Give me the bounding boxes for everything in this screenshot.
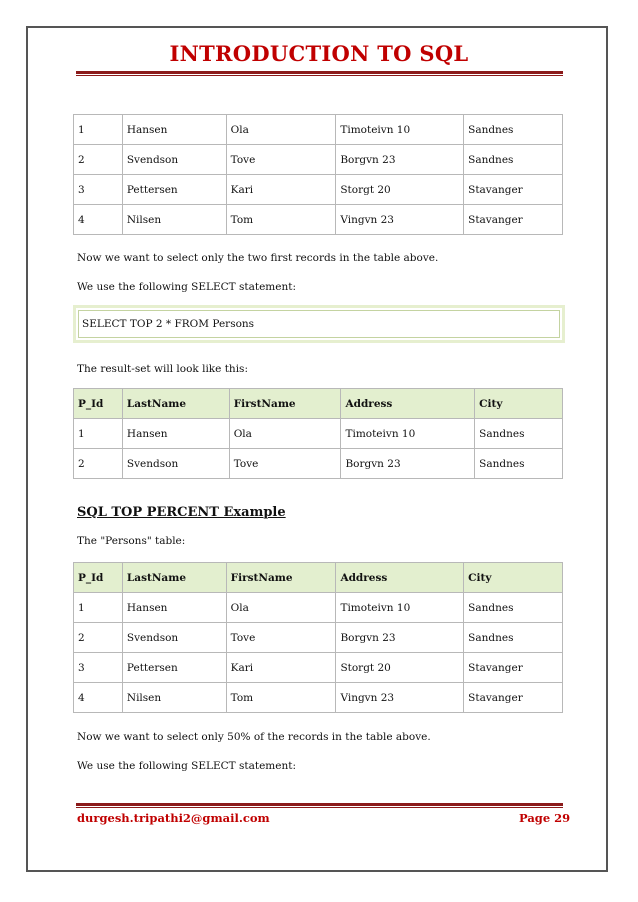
header-rule-thin bbox=[76, 75, 563, 76]
table-cell: Sandnes bbox=[464, 115, 563, 145]
table-cell: Nilsen bbox=[122, 205, 226, 235]
column-header: Address bbox=[341, 389, 475, 419]
table-row bbox=[74, 205, 563, 235]
column-header: FirstName bbox=[229, 389, 341, 419]
table-cell: 2 bbox=[74, 145, 123, 175]
table-cell: Kari bbox=[226, 653, 336, 683]
table-cell: 2 bbox=[74, 623, 123, 653]
paragraph: The result-set will look like this: bbox=[77, 363, 248, 375]
table-cell: Hansen bbox=[122, 419, 229, 449]
table-cell: Borgvn 23 bbox=[341, 449, 475, 479]
table-cell: Tom bbox=[226, 205, 336, 235]
table-header-row bbox=[74, 563, 563, 593]
table-cell: Stavanger bbox=[464, 653, 563, 683]
table-cell: Nilsen bbox=[122, 683, 226, 713]
table-cell: Sandnes bbox=[475, 419, 563, 449]
column-header: FirstName bbox=[226, 563, 336, 593]
table-row bbox=[74, 653, 563, 683]
persons-table-top bbox=[73, 114, 563, 235]
table-cell: 2 bbox=[74, 449, 123, 479]
footer-rule-thin bbox=[76, 807, 563, 808]
table-cell: Tom bbox=[226, 683, 336, 713]
paragraph: We use the following SELECT statement: bbox=[77, 760, 296, 772]
table-cell: Ola bbox=[226, 593, 336, 623]
table-cell: Hansen bbox=[122, 115, 226, 145]
paragraph: The "Persons" table: bbox=[77, 535, 186, 547]
code-block-inner bbox=[78, 310, 560, 338]
section-heading: SQL TOP PERCENT Example bbox=[77, 505, 286, 520]
footer-email: durgesh.tripathi2@gmail.com bbox=[77, 811, 270, 825]
table-row bbox=[74, 449, 563, 479]
table-cell: Timoteivn 10 bbox=[336, 593, 464, 623]
table-cell: Borgvn 23 bbox=[336, 145, 464, 175]
table-cell: Svendson bbox=[122, 449, 229, 479]
column-header: LastName bbox=[122, 563, 226, 593]
table-cell: 1 bbox=[74, 593, 123, 623]
paragraph: Now we want to select only the two first records in the table above. bbox=[77, 252, 439, 264]
result-set-table bbox=[73, 388, 563, 479]
table-row bbox=[74, 419, 563, 449]
page-title: INTRODUCTION TO SQL bbox=[169, 41, 469, 66]
table-cell: 1 bbox=[74, 419, 123, 449]
paragraph: We use the following SELECT statement: bbox=[77, 281, 296, 293]
table-cell: Tove bbox=[226, 623, 336, 653]
column-header: P_Id bbox=[74, 563, 123, 593]
table-cell: Tove bbox=[229, 449, 341, 479]
column-header: Address bbox=[336, 563, 464, 593]
footer-rule bbox=[76, 803, 563, 806]
table-cell: Svendson bbox=[122, 623, 226, 653]
table-cell: Timoteivn 10 bbox=[341, 419, 475, 449]
table-cell: 4 bbox=[74, 205, 123, 235]
table-cell: Hansen bbox=[122, 593, 226, 623]
table-cell: 4 bbox=[74, 683, 123, 713]
table-cell: Kari bbox=[226, 175, 336, 205]
table-cell: Sandnes bbox=[464, 145, 563, 175]
table-cell: Sandnes bbox=[464, 623, 563, 653]
table-cell: Pettersen bbox=[122, 175, 226, 205]
column-header: City bbox=[464, 563, 563, 593]
table-cell: Stavanger bbox=[464, 205, 563, 235]
table-cell: Vingvn 23 bbox=[336, 205, 464, 235]
table-cell: Sandnes bbox=[464, 593, 563, 623]
table-row bbox=[74, 683, 563, 713]
table-cell: 3 bbox=[74, 653, 123, 683]
table-row bbox=[74, 593, 563, 623]
persons-table-bottom bbox=[73, 562, 563, 713]
sql-statement: SELECT TOP 2 * FROM Persons bbox=[82, 318, 255, 330]
table-cell: Stavanger bbox=[464, 175, 563, 205]
table-row bbox=[74, 175, 563, 205]
paragraph: Now we want to select only 50% of the records in the table above. bbox=[77, 731, 431, 743]
table-row bbox=[74, 115, 563, 145]
table-cell: Sandnes bbox=[475, 449, 563, 479]
table-header-row bbox=[74, 389, 563, 419]
table-cell: 1 bbox=[74, 115, 123, 145]
code-block bbox=[73, 305, 565, 343]
table-row bbox=[74, 623, 563, 653]
table-cell: Ola bbox=[226, 115, 336, 145]
table-cell: Ola bbox=[229, 419, 341, 449]
table-cell: Vingvn 23 bbox=[336, 683, 464, 713]
table-cell: Pettersen bbox=[122, 653, 226, 683]
page-number: Page 29 bbox=[519, 811, 571, 825]
header-rule bbox=[76, 71, 563, 74]
table-cell: Storgt 20 bbox=[336, 175, 464, 205]
column-header: City bbox=[475, 389, 563, 419]
column-header: P_Id bbox=[74, 389, 123, 419]
table-cell: Svendson bbox=[122, 145, 226, 175]
column-header: LastName bbox=[122, 389, 229, 419]
table-cell: Timoteivn 10 bbox=[336, 115, 464, 145]
table-cell: Borgvn 23 bbox=[336, 623, 464, 653]
table-row bbox=[74, 145, 563, 175]
table-cell: 3 bbox=[74, 175, 123, 205]
table-cell: Tove bbox=[226, 145, 336, 175]
table-cell: Stavanger bbox=[464, 683, 563, 713]
table-cell: Storgt 20 bbox=[336, 653, 464, 683]
